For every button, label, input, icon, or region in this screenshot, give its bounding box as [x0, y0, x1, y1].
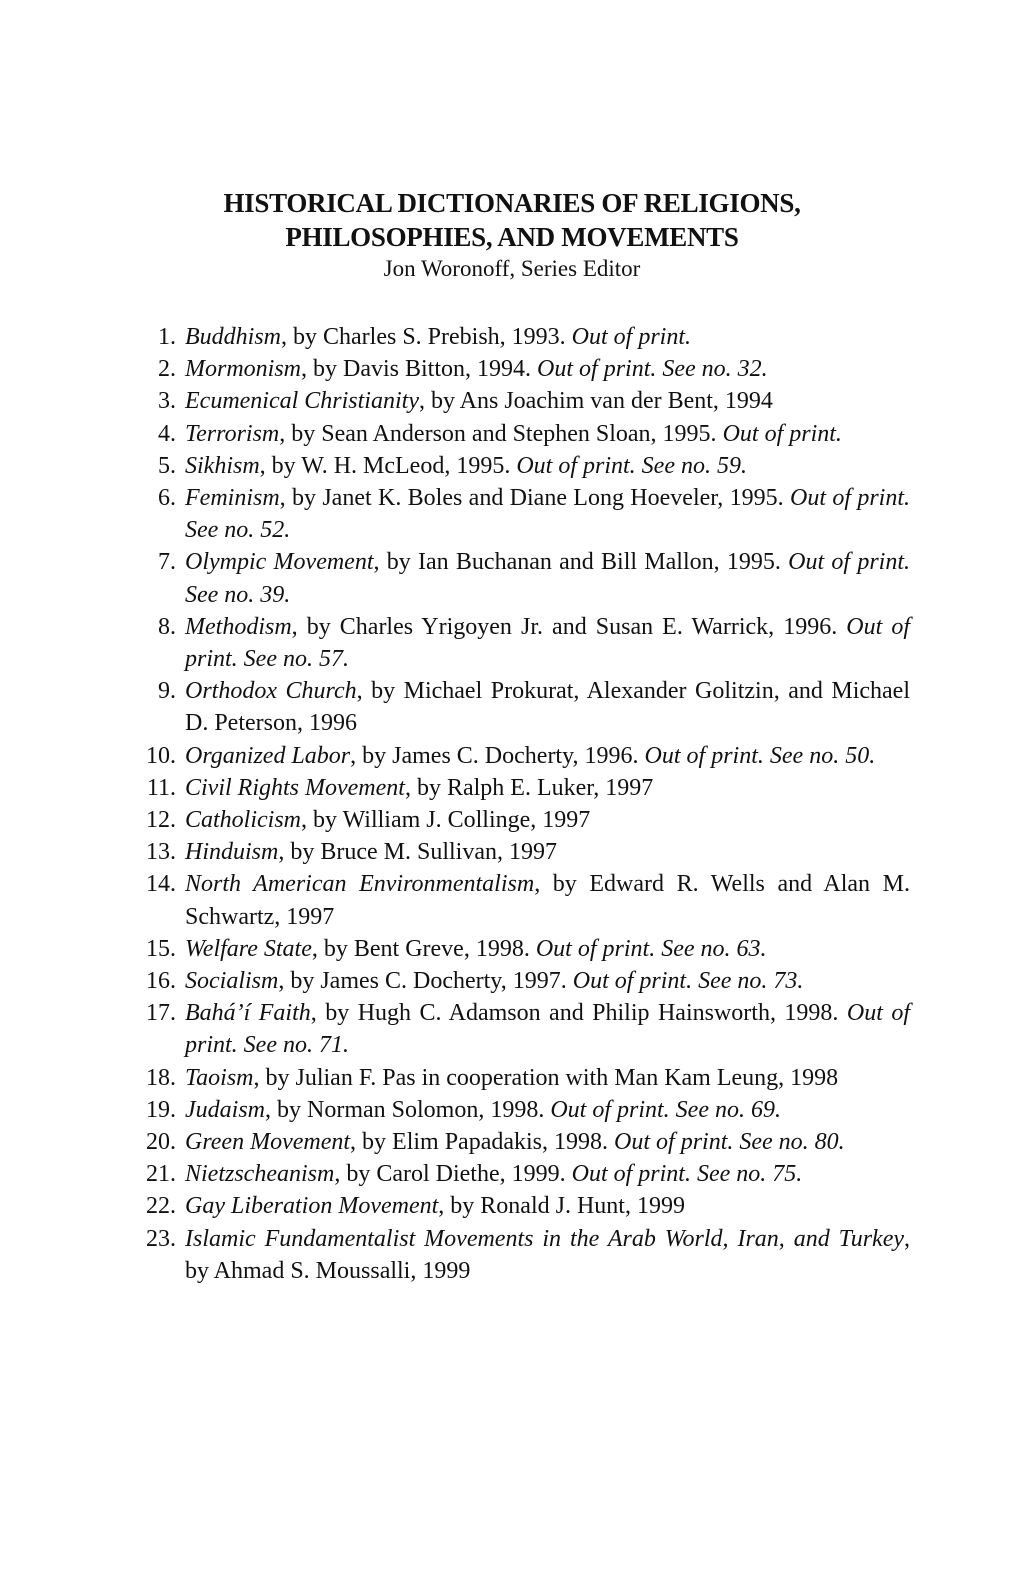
item-text: [185, 675, 910, 739]
item-text: [185, 1158, 910, 1190]
item-details: , by W. H. McLeod, 1995.: [259, 452, 517, 479]
item-number: 12.: [146, 807, 176, 834]
item-details: , by Elim Papadakis, 1998.: [350, 1129, 615, 1156]
item-note: Out of print. See no. 75.: [571, 1161, 803, 1188]
list-item: [130, 965, 910, 997]
item-text: [185, 1223, 910, 1287]
page-header: [0, 186, 1024, 284]
item-text: [185, 353, 910, 385]
item-text: [185, 611, 910, 675]
item-text: [185, 997, 910, 1061]
series-title-line-1: HISTORICAL DICTIONARIES OF RELIGIONS,: [223, 188, 801, 218]
item-text: [185, 1190, 910, 1222]
item-text: [185, 321, 910, 353]
list-item: [130, 482, 910, 546]
item-details: , by Carol Diethe, 1999.: [334, 1161, 572, 1188]
item-title: Bahá’í Faith: [185, 1000, 311, 1027]
item-title: Hinduism: [185, 839, 279, 866]
item-number: 15.: [146, 935, 176, 962]
list-item: [130, 1062, 910, 1094]
item-title: Nietzscheanism: [185, 1161, 335, 1188]
item-text: [185, 965, 910, 997]
list-item: [130, 804, 910, 836]
list-item: [130, 933, 910, 965]
list-item: [130, 675, 910, 739]
item-title: North American Environmentalism: [185, 871, 535, 898]
list-item: [130, 353, 910, 385]
item-text: [185, 868, 910, 932]
item-text: [185, 1062, 910, 1094]
item-number: 4.: [158, 420, 176, 447]
item-details: , by Ian Buchanan and Bill Mallon, 1995.: [373, 549, 789, 576]
item-number: 7.: [158, 549, 176, 576]
item-note: Out of print. See no. 50.: [644, 742, 876, 769]
item-number: 5.: [158, 452, 176, 479]
item-title: Socialism: [185, 968, 279, 995]
item-title: Sikhism: [185, 452, 260, 479]
item-details: , by James C. Docherty, 1997.: [278, 968, 573, 995]
item-text: [185, 546, 910, 610]
item-number: 18.: [146, 1064, 176, 1091]
item-note: Out of print. See no. 32.: [537, 356, 768, 383]
item-number: 6.: [158, 485, 176, 512]
item-title: Mormonism: [185, 356, 302, 383]
item-note: Out of print. See no. 59.: [516, 452, 747, 479]
item-number: 2.: [158, 356, 176, 383]
item-details: , by Charles S. Prebish, 1993.: [281, 324, 572, 350]
item-details: , by Davis Bitton, 1994.: [301, 356, 538, 383]
item-title: Terrorism: [185, 420, 280, 447]
item-text: [185, 385, 910, 417]
series-title-line-2: PHILOSOPHIES, AND MOVEMENTS: [285, 222, 739, 252]
item-note: Out of print.: [722, 420, 842, 447]
item-details: , by Ralph E. Luker, 1997: [404, 774, 654, 801]
item-note: Out of print. See no. 57.: [185, 613, 910, 673]
item-note: Out of print. See no. 52.: [185, 485, 911, 544]
item-title: Organized Labor: [185, 742, 351, 769]
item-details: , by James C. Docherty, 1996.: [350, 742, 645, 769]
list-item: [130, 836, 910, 868]
series-editor: Jon Woronoff, Series Editor: [383, 256, 641, 281]
item-details: , by Ahmad S. Moussalli, 1999: [185, 1225, 910, 1284]
item-note: Out of print. See no. 71.: [185, 1000, 910, 1059]
item-title: Buddhism: [185, 324, 281, 350]
list-item: [130, 1126, 910, 1158]
item-title: Catholicism: [185, 807, 302, 834]
series-list: [130, 321, 910, 1287]
item-note: Out of print.: [571, 324, 692, 350]
item-text: [185, 740, 910, 772]
item-title: Civil Rights Movement: [185, 774, 405, 801]
item-number: 21.: [146, 1161, 176, 1188]
list-item: [130, 450, 910, 482]
item-number: 16.: [146, 968, 176, 995]
list-item: [130, 418, 910, 450]
item-note: Out of print. See no. 69.: [550, 1096, 781, 1123]
item-title: Methodism: [185, 613, 292, 640]
item-title: Orthodox Church: [185, 678, 357, 705]
list-item: [130, 740, 910, 772]
item-number: 8.: [158, 613, 176, 640]
item-number: 9.: [158, 678, 176, 705]
item-number: 10.: [146, 742, 176, 769]
item-text: [185, 418, 910, 450]
item-number: 3.: [158, 388, 176, 415]
list-item: [130, 1158, 910, 1190]
item-details: , by Ronald J. Hunt, 1999: [438, 1193, 685, 1220]
item-title: Green Movement: [185, 1129, 351, 1156]
series-title: [0, 186, 1024, 254]
item-details: , by Janet K. Boles and Diane Long Hoeveler, 1995.: [279, 485, 790, 512]
list-item: [130, 321, 910, 353]
item-details: , by Michael Prokurat, Alexander Golitzin, and Michael D. Peterson, 1996: [185, 678, 910, 737]
item-title: Olympic Movement: [185, 549, 374, 576]
list-item: [130, 997, 910, 1061]
item-text: [185, 804, 910, 836]
item-number: 13.: [146, 839, 176, 866]
item-number: 14.: [146, 871, 176, 898]
item-details: , by Edward R. Wells and Alan M. Schwartz, 1997: [185, 871, 910, 930]
item-title: Welfare State: [185, 935, 312, 962]
item-number: 17.: [146, 1000, 176, 1027]
item-title: Taoism: [185, 1064, 254, 1091]
item-details: , by Sean Anderson and Stephen Sloan, 1995.: [279, 420, 723, 447]
list-item: [130, 546, 910, 610]
item-text: [185, 933, 910, 965]
item-title: Islamic Fundamentalist Movements in the Arab World, Iran, and Turkey: [185, 1225, 904, 1252]
item-details: , by Charles Yrigoyen Jr. and Susan E. Warrick, 1996.: [291, 613, 847, 640]
item-number: 1.: [158, 324, 176, 350]
item-note: Out of print. See no. 73.: [572, 968, 804, 995]
item-title: Judaism: [185, 1096, 265, 1123]
item-title: Gay Liberation Movement: [185, 1193, 439, 1220]
item-details: , by Hugh C. Adamson and Philip Hainsworth, 1998.: [310, 1000, 847, 1027]
item-number: 20.: [146, 1129, 176, 1156]
item-number: 23.: [146, 1225, 176, 1252]
item-text: [185, 1126, 910, 1158]
list-item: [130, 772, 910, 804]
list-item: [130, 868, 910, 932]
item-note: Out of print. See no. 80.: [614, 1129, 845, 1156]
item-note: Out of print. See no. 39.: [185, 549, 910, 608]
item-number: 11.: [146, 774, 176, 801]
item-details: , by Bent Greve, 1998.: [311, 935, 536, 962]
item-text: [185, 450, 910, 482]
item-details: , by Julian F. Pas in cooperation with Man Kam Leung, 1998: [253, 1064, 839, 1091]
list-item: [130, 611, 910, 675]
item-text: [185, 772, 910, 804]
item-number: 22.: [146, 1193, 176, 1220]
item-details: , by William J. Collinge, 1997: [301, 807, 591, 834]
list-item: [130, 1094, 910, 1126]
item-details: , by Bruce M. Sullivan, 1997: [278, 839, 557, 866]
item-details: , by Ans Joachim van der Bent, 1994: [418, 388, 773, 415]
item-title: Feminism: [185, 485, 280, 512]
item-details: , by Norman Solomon, 1998.: [265, 1096, 551, 1123]
item-text: [185, 836, 910, 868]
list-item: [130, 1190, 910, 1222]
list-item: [130, 385, 910, 417]
item-note: Out of print. See no. 63.: [535, 935, 767, 962]
item-number: 19.: [146, 1096, 176, 1123]
item-title: Ecumenical Christianity: [185, 388, 419, 415]
list-item: [130, 1223, 910, 1287]
item-text: [185, 1094, 910, 1126]
item-text: [185, 482, 910, 546]
